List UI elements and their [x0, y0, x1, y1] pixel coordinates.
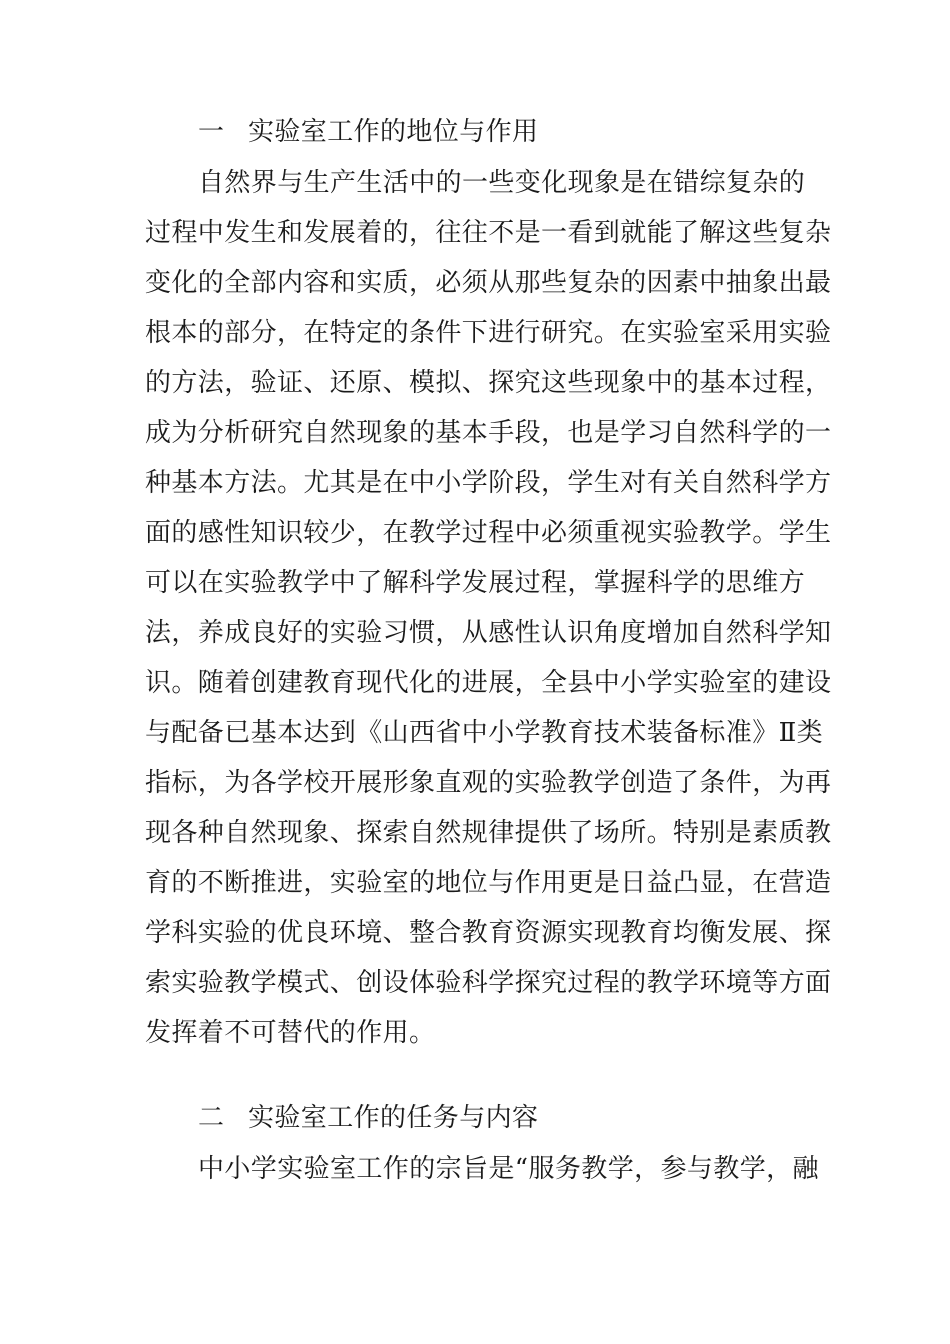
section-1-title: 实验室工作的地位与作用: [248, 117, 539, 147]
paragraph-1-line-9: 可以在实验教学中了解科学发展过程，掌握科学的思维方: [145, 568, 806, 598]
paragraph-1-line-6: 成为分析研究自然现象的基本手段，也是学习自然科学的一: [145, 418, 832, 448]
paragraph-1-line-5: 的方法，验证、还原、模拟、探究这些现象中的基本过程，: [145, 368, 832, 398]
section-2-title: 实验室工作的任务与内容: [248, 1103, 539, 1133]
paragraph-1-line-12: 与配备已基本达到《山西省中小学教育技术装备标准》Ⅱ类: [145, 718, 824, 748]
paragraph-1-line-1: 自然界与生产生活中的一些变化现象是在错综复杂的: [198, 168, 806, 198]
paragraph-1-line-11: 识。随着创建教育现代化的进展，全县中小学实验室的建设: [145, 668, 832, 698]
paragraph-1-line-14: 现各种自然现象、探索自然规律提供了场所。特别是素质教: [145, 818, 832, 848]
section-2-number: 二: [198, 1103, 225, 1133]
section-1-heading: [198, 112, 538, 152]
paragraph-1-line-10: 法，养成良好的实验习惯，从感性认识角度增加自然科学知: [145, 618, 832, 648]
paragraph-1-line-15: 育的不断推进，实验室的地位与作用更是日益凸显，在营造: [145, 868, 832, 898]
paragraph-1-line-8: 面的感性知识较少，在教学过程中必须重视实验教学。学生: [145, 518, 832, 548]
paragraph-1-line-13: 指标，为各学校开展形象直观的实验教学创造了条件，为再: [145, 768, 832, 798]
section-2-heading: [198, 1098, 538, 1138]
paragraph-1-line-18: 发挥着不可替代的作用。: [145, 1018, 436, 1048]
paragraph-1-line-2: 过程中发生和发展着的，往往不是一看到就能了解这些复杂: [145, 218, 832, 248]
paragraph-1-line-16: 学科实验的优良环境、整合教育资源实现教育均衡发展、探: [145, 918, 832, 948]
paragraph-1-line-7: 种基本方法。尤其是在中小学阶段，学生对有关自然科学方: [145, 468, 832, 498]
paragraph-1-line-4: 根本的部分，在特定的条件下进行研究。在实验室采用实验: [145, 318, 832, 348]
section-1-number: 一: [198, 117, 225, 147]
paragraph-2-line-1: 中小学实验室工作的宗旨是“服务教学，参与教学，融: [198, 1154, 819, 1184]
paragraph-1-line-3: 变化的全部内容和实质，必须从那些复杂的因素中抽象出最: [145, 268, 832, 298]
paragraph-1-line-17: 索实验教学模式、创设体验科学探究过程的教学环境等方面: [145, 968, 832, 998]
